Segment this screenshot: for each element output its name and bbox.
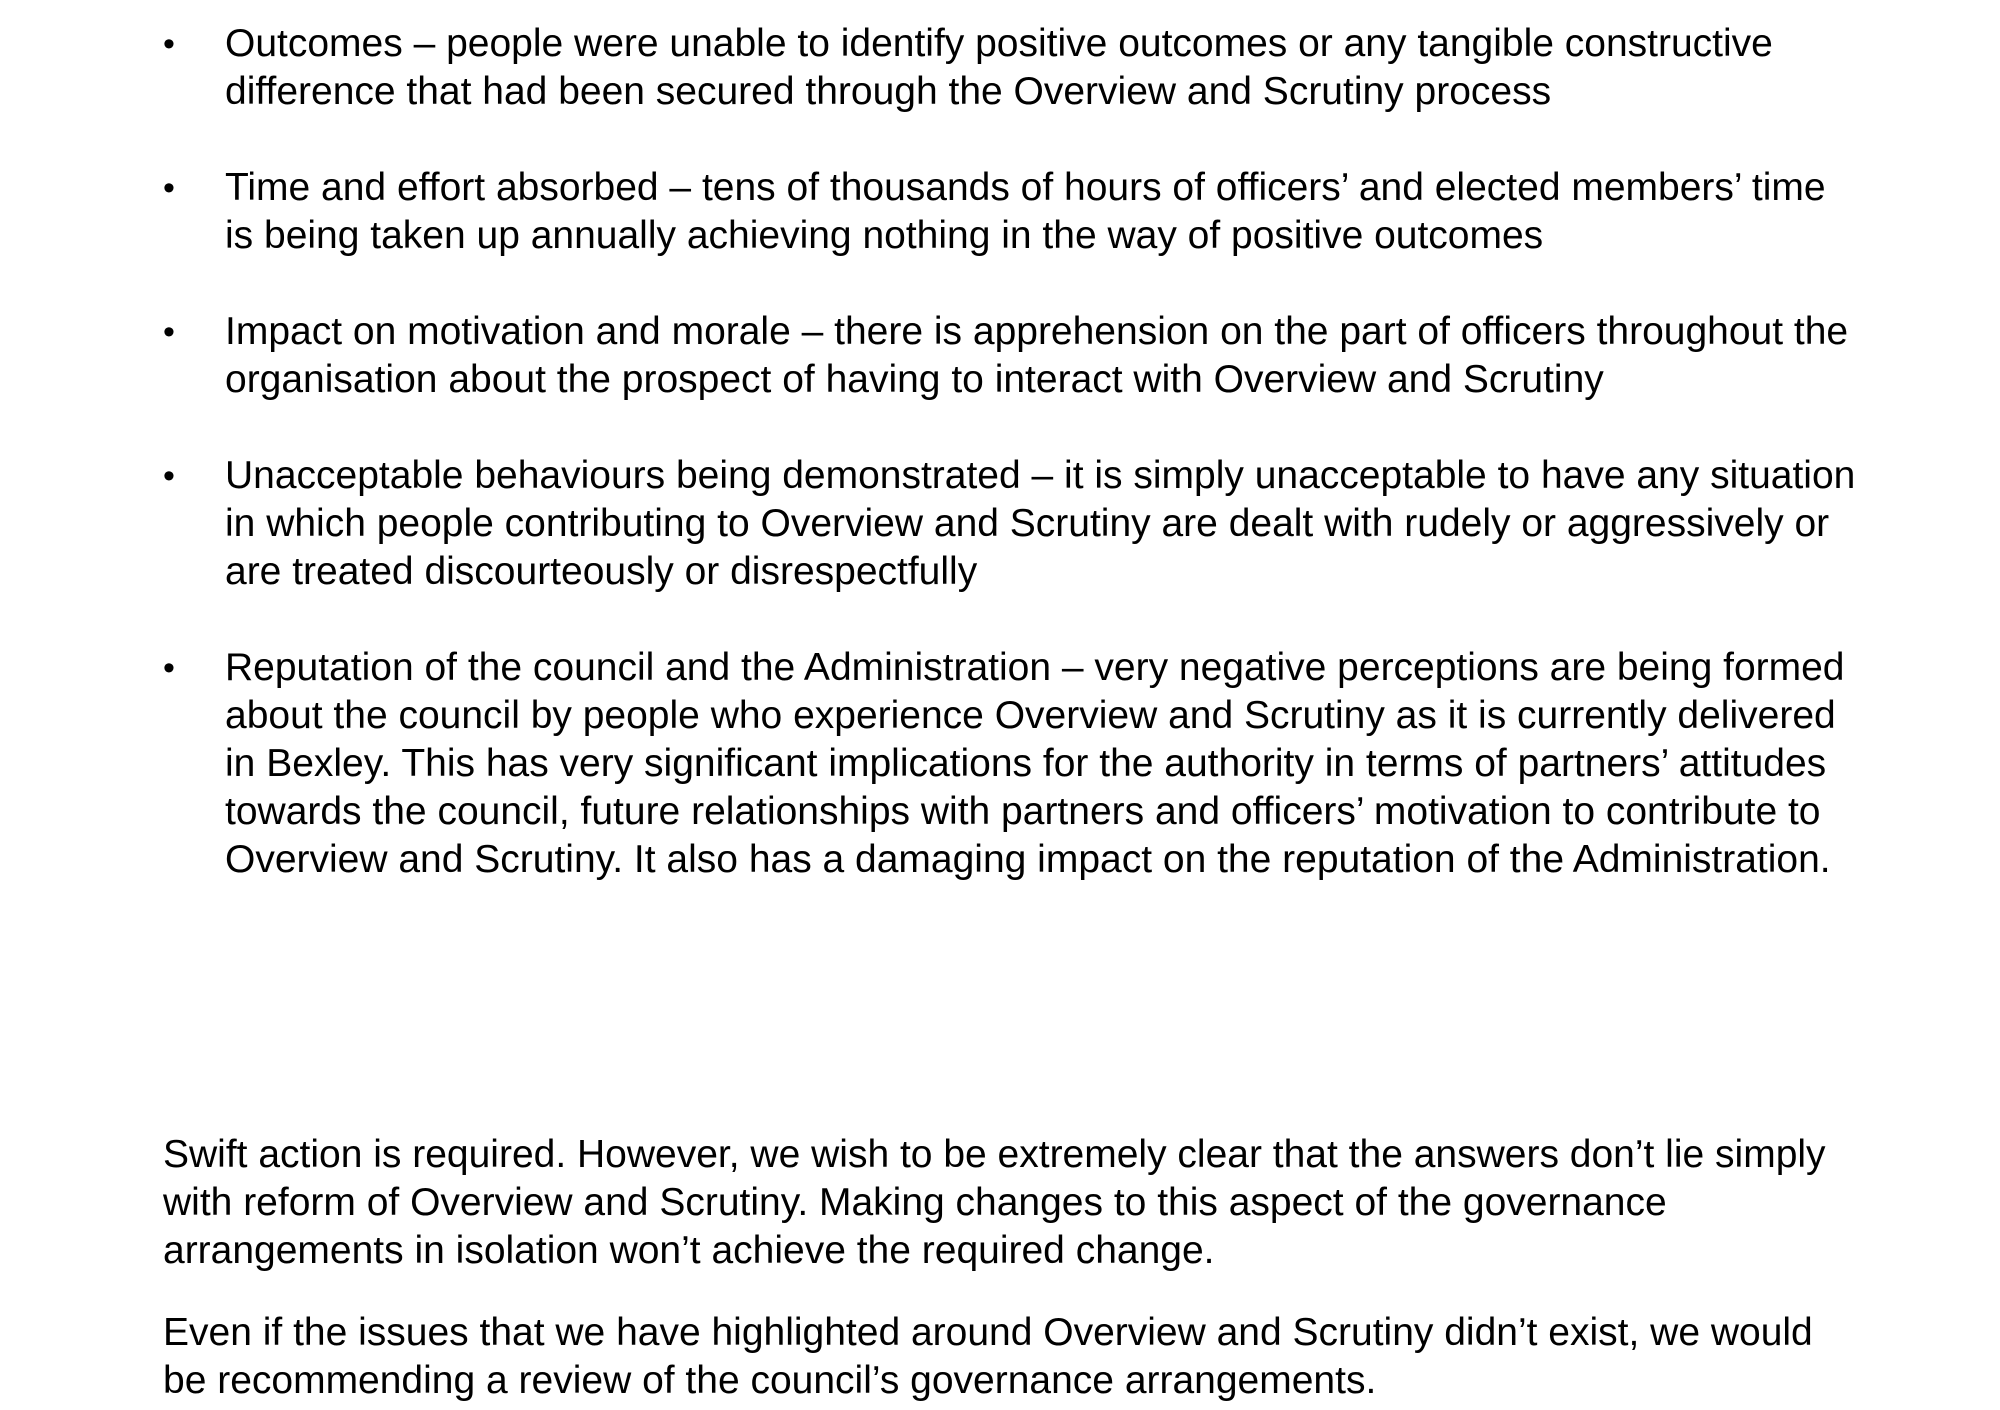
bullet-item-time-effort: [163, 164, 1863, 260]
bullet-item-motivation-morale: [163, 308, 1863, 404]
bullet-marker: •: [163, 457, 175, 495]
bullet-text: Unacceptable behaviours being demonstrated – it is simply unacceptable to have any situation in which people contributing to Overview and Scrutiny are dealt with rudely or aggressively or are treated discourteously or disrespectfully: [225, 454, 1856, 593]
bullet-item-outcomes: [163, 20, 1863, 116]
paragraph-governance-review: Even if the issues that we have highlighted around Overview and Scrutiny didn’t exist, we would be recommending a review of the council’s governance arrangements.: [163, 1311, 1813, 1402]
bullet-text: Time and effort absorbed – tens of thousands of hours of officers’ and elected members’ time is being taken up annually achieving nothing in the way of positive outcomes: [225, 166, 1826, 257]
bullet-marker: •: [163, 25, 175, 63]
bullet-list: [163, 20, 1863, 884]
bullet-item-behaviours: [163, 452, 1863, 596]
paragraph-swift-action: Swift action is required. However, we wish to be extremely clear that the answers don’t lie simply with reform of Overview and Scrutiny. Making changes to this aspect of the governance arrangements in isolation won’t achieve the required change.: [163, 1133, 1826, 1272]
bullet-marker: •: [163, 313, 175, 351]
bullet-item-reputation: [163, 644, 1863, 884]
bullet-marker: •: [163, 649, 175, 687]
bullet-text: Reputation of the council and the Administration – very negative perceptions are being formed about the council by people who experience Overview and Scrutiny as it is currently delivered in Bexley. This has very significant implications for the authority in terms of partners’ attitudes towards the council, future relationships with partners and officers’ motivation to contribute to Overview and Scrutiny. It also has a damaging impact on the reputation of the Administration.: [225, 646, 1845, 881]
bullet-text: Outcomes – people were unable to identify positive outcomes or any tangible constructive difference that had been secured through the Overview and Scrutiny process: [225, 22, 1773, 113]
bullet-text: Impact on motivation and morale – there is apprehension on the part of officers throughout the organisation about the prospect of having to interact with Overview and Scrutiny: [225, 310, 1849, 401]
bullet-marker: •: [163, 169, 175, 207]
